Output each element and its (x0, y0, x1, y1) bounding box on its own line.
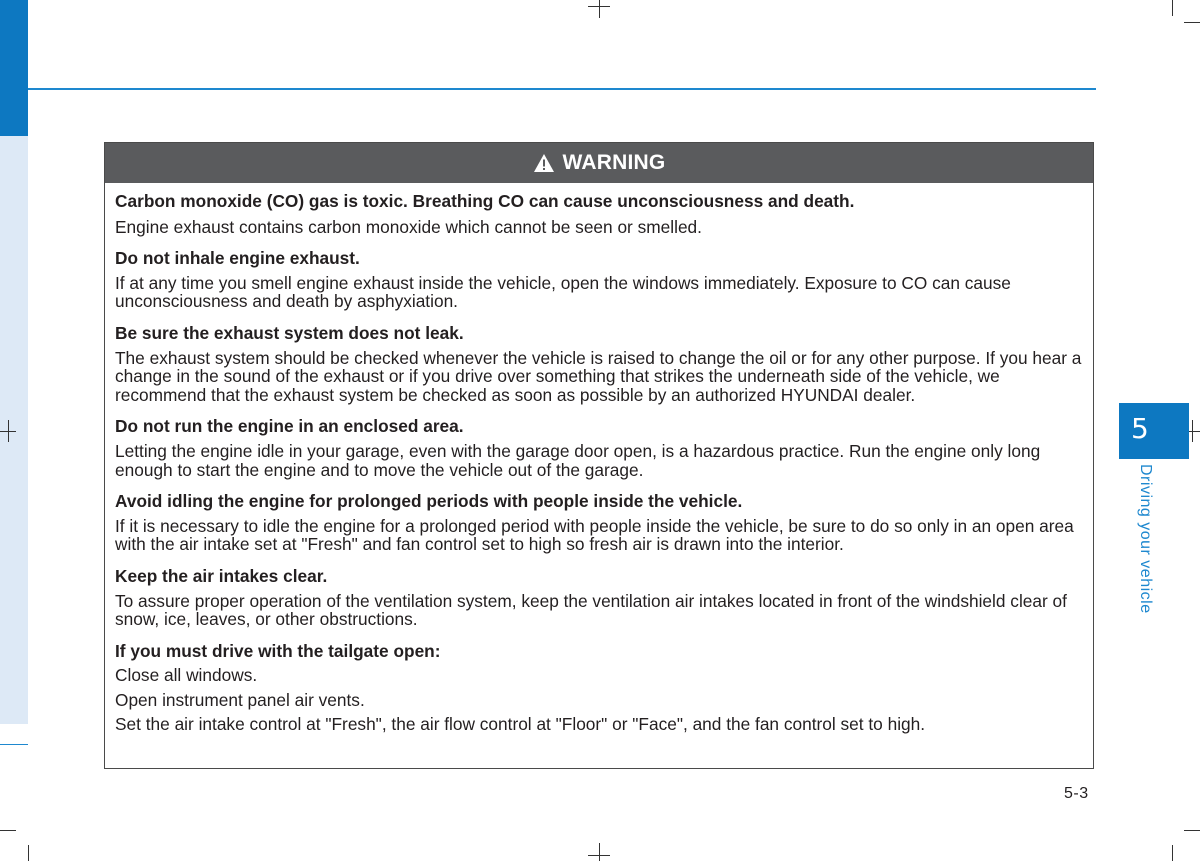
section-heading: Keep the air intakes clear. (115, 565, 328, 586)
section-heading: Be sure the exhaust system does not leak. (115, 322, 464, 343)
section-heading: Do not inhale engine exhaust. (115, 248, 360, 269)
section-exhaust-inhale (115, 249, 1083, 311)
section-text: To assure proper operation of the ventilation system, keep the ventilation air intakes located in front of the windshield clear of snow, ice, leaves, or other obstructions. (115, 590, 1067, 630)
section-heading: Avoid idling the engine for prolonged periods with people inside the vehicle. (115, 491, 743, 512)
page-number: 5-3 (1064, 785, 1089, 802)
intro-text: Engine exhaust contains carbon monoxide which cannot be seen or smelled. (115, 216, 702, 237)
warning-body (105, 183, 1093, 734)
section-air-intakes (115, 567, 1083, 629)
tailgate-step: Open instrument panel air vents. (115, 689, 365, 710)
section-text: The exhaust system should be checked whenever the vehicle is raised to change the oil or for any other purpose. If you hear a change in the sound of the exhaust or if you drive over something that strikes the underneath side of the vehicle, we recommend that the exhaust system be checked as soon as possible by an authorized HYUNDAI dealer. (115, 347, 1082, 405)
warning-header (105, 143, 1093, 183)
section-heading: Do not run the engine in an enclosed area. (115, 416, 464, 437)
intro-heading: Carbon monoxide (CO) gas is toxic. Breathing CO can cause unconsciousness and death. (115, 191, 855, 211)
intro-section (115, 192, 1083, 236)
chapter-number: 5 (1131, 412, 1149, 445)
section-idling (115, 492, 1083, 554)
section-text: If it is necessary to idle the engine for a prolonged period with people inside the vehicle, be sure to do so only in an open area with the air intake set at "Fresh" and fan control set to high so fresh air is drawn into the interior. (115, 515, 1074, 555)
tailgate-heading: If you must drive with the tailgate open: (115, 640, 441, 661)
warning-title: WARNING (562, 151, 666, 174)
chapter-label: Driving your vehicle (1137, 464, 1154, 614)
chapter-tab (1119, 403, 1189, 459)
tailgate-step: Close all windows. (115, 665, 258, 686)
section-enclosed-area (115, 417, 1083, 479)
section-text: If at any time you smell engine exhaust inside the vehicle, open the windows immediately. Exposure to CO can cause unconsciousness and death by asphyxiation. (115, 272, 1011, 312)
warning-box (104, 142, 1094, 769)
warning-triangle-icon (533, 153, 555, 173)
section-exhaust-leak (115, 324, 1083, 404)
section-tailgate (115, 642, 1083, 734)
tailgate-step: Set the air intake control at "Fresh", the air flow control at "Floor" or "Face", and the fan control set to high. (115, 714, 926, 735)
section-text: Letting the engine idle in your garage, even with the garage door open, is a hazardous practice. Run the engine only long enough to start the engine and to move the vehicle out of the garage. (115, 440, 1041, 480)
left-accent-strip (0, 0, 28, 136)
left-rule (0, 744, 28, 745)
top-rule (28, 88, 1096, 90)
left-margin-band (0, 136, 28, 724)
